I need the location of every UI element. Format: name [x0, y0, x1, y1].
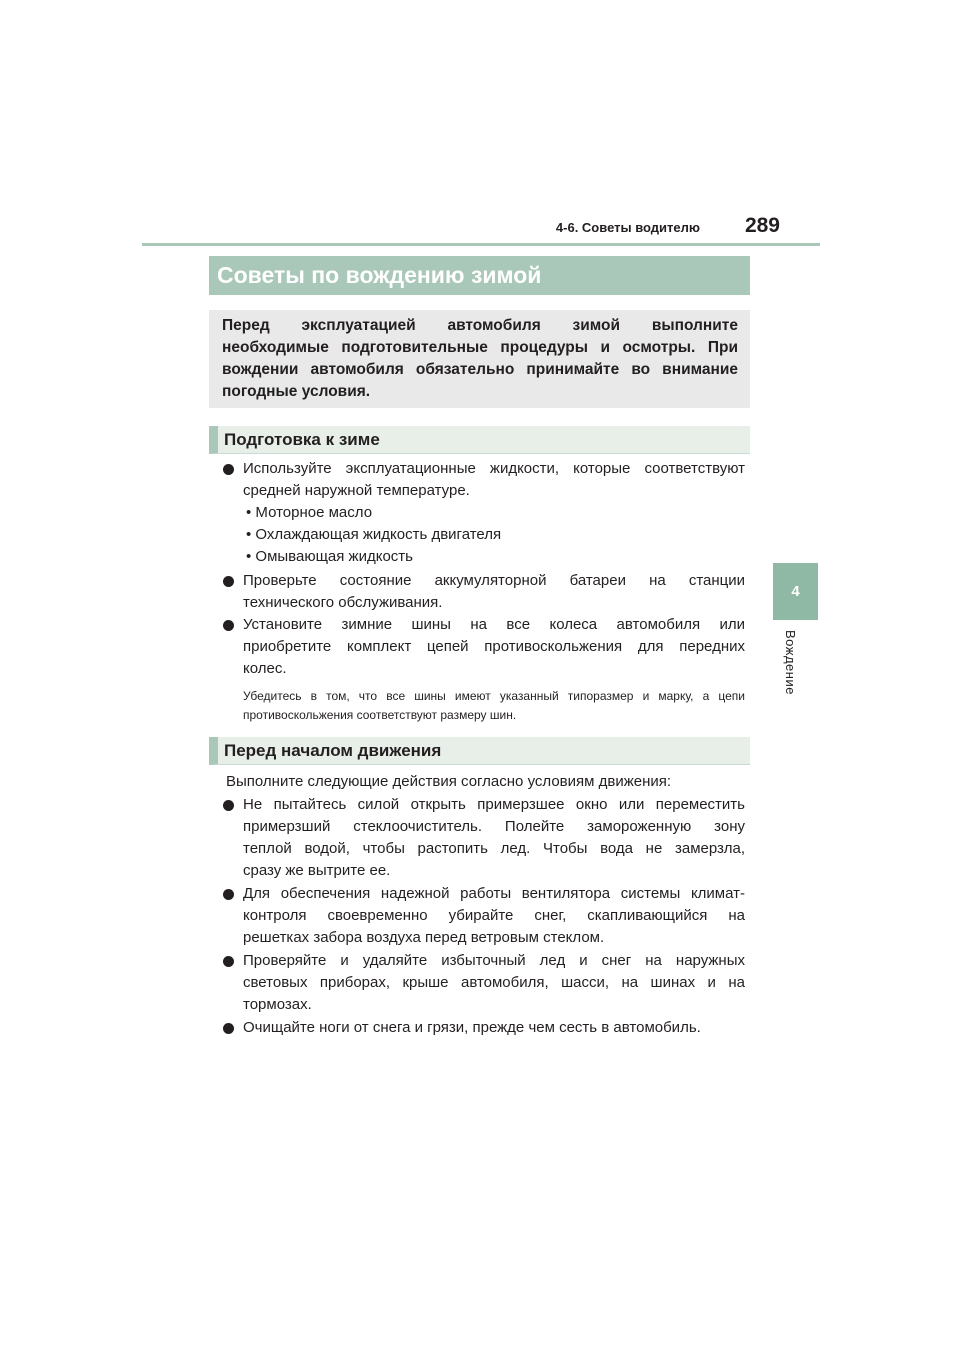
intro-line: Перед эксплуатацией автомобиля зимой выполните	[222, 317, 738, 334]
section-intro: Выполните следующие действия согласно условиям движения:	[226, 773, 672, 790]
section-heading-before-driving: Перед началом движения	[209, 737, 750, 765]
intro-line: вождении автомобиля обязательно принимайте во внимание	[222, 361, 738, 378]
note-line: Убедитесь в том, что все шины имеют указанный типоразмер и марку, а цепи	[243, 689, 745, 703]
intro-box	[209, 310, 750, 408]
chapter-label: Вождение	[783, 630, 798, 695]
intro-line: необходимые подготовительные процедуры и осмотры. При	[222, 339, 738, 356]
page-number: 289	[744, 214, 780, 237]
bullet-line: световых приборах, крыше автомобиля, шасси, на шинах и на	[243, 974, 745, 991]
bullet-line: технического обслуживания.	[243, 594, 443, 611]
chapter-number: 4	[791, 583, 800, 600]
bullet-line: контроля своевременно убирайте снег, скапливающийся на	[243, 907, 745, 924]
bullet-line: Для обеспечения надежной работы вентилятора системы климат-	[243, 885, 745, 902]
bullet-dot	[223, 1023, 234, 1034]
bullet-dot	[223, 620, 234, 631]
page-title: Советы по вождению зимой	[209, 256, 750, 295]
bullet-dot	[223, 889, 234, 900]
sub-item: • Охлаждающая жидкость двигателя	[246, 526, 502, 543]
sub-item: • Моторное масло	[246, 504, 373, 521]
bullet-dot	[223, 576, 234, 587]
bullet-line: тормозах.	[243, 996, 312, 1013]
note-line: противоскольжения соответствуют размеру шин.	[243, 708, 517, 722]
bullet-line: колес.	[243, 660, 287, 677]
bullet-line: сразу же вытрите ее.	[243, 862, 391, 879]
bullet-dot	[223, 464, 234, 475]
bullet-line: примерзший стеклоочиститель. Полейте замороженную зону	[243, 818, 745, 835]
bullet-line: решетках забора воздуха перед ветровым стеклом.	[243, 929, 605, 946]
bullet-line: Проверьте состояние аккумуляторной батареи на станции	[243, 572, 745, 589]
chapter-tab	[773, 563, 818, 620]
bullet-line: Используйте эксплуатационные жидкости, которые соответствуют	[243, 460, 745, 477]
section-heading-winter-prep: Подготовка к зиме	[209, 426, 750, 454]
sub-item: • Омывающая жидкость	[246, 548, 413, 565]
bullet-line: теплой водой, чтобы растопить лед. Чтобы вода не замерзла,	[243, 840, 745, 857]
bullet-line: средней наружной температуре.	[243, 482, 470, 499]
intro-line: погодные условия.	[222, 383, 371, 400]
bullet-line: Проверяйте и удаляйте избыточный лед и снег на наружных	[243, 952, 745, 969]
bullet-line: Установите зимние шины на все колеса автомобиля или	[243, 616, 745, 633]
bullet-dot	[223, 956, 234, 967]
running-header-section: 4-6. Советы водителю	[555, 220, 700, 235]
bullet-line: Очищайте ноги от снега и грязи, прежде чем сесть в автомобиль.	[243, 1019, 701, 1036]
bullet-line: Не пытайтесь силой открыть примерзшее окно или переместить	[243, 796, 745, 813]
header-rule	[142, 243, 820, 246]
bullet-dot	[223, 800, 234, 811]
bullet-line: приобретите комплект цепей противоскольжения для передних	[243, 638, 745, 655]
